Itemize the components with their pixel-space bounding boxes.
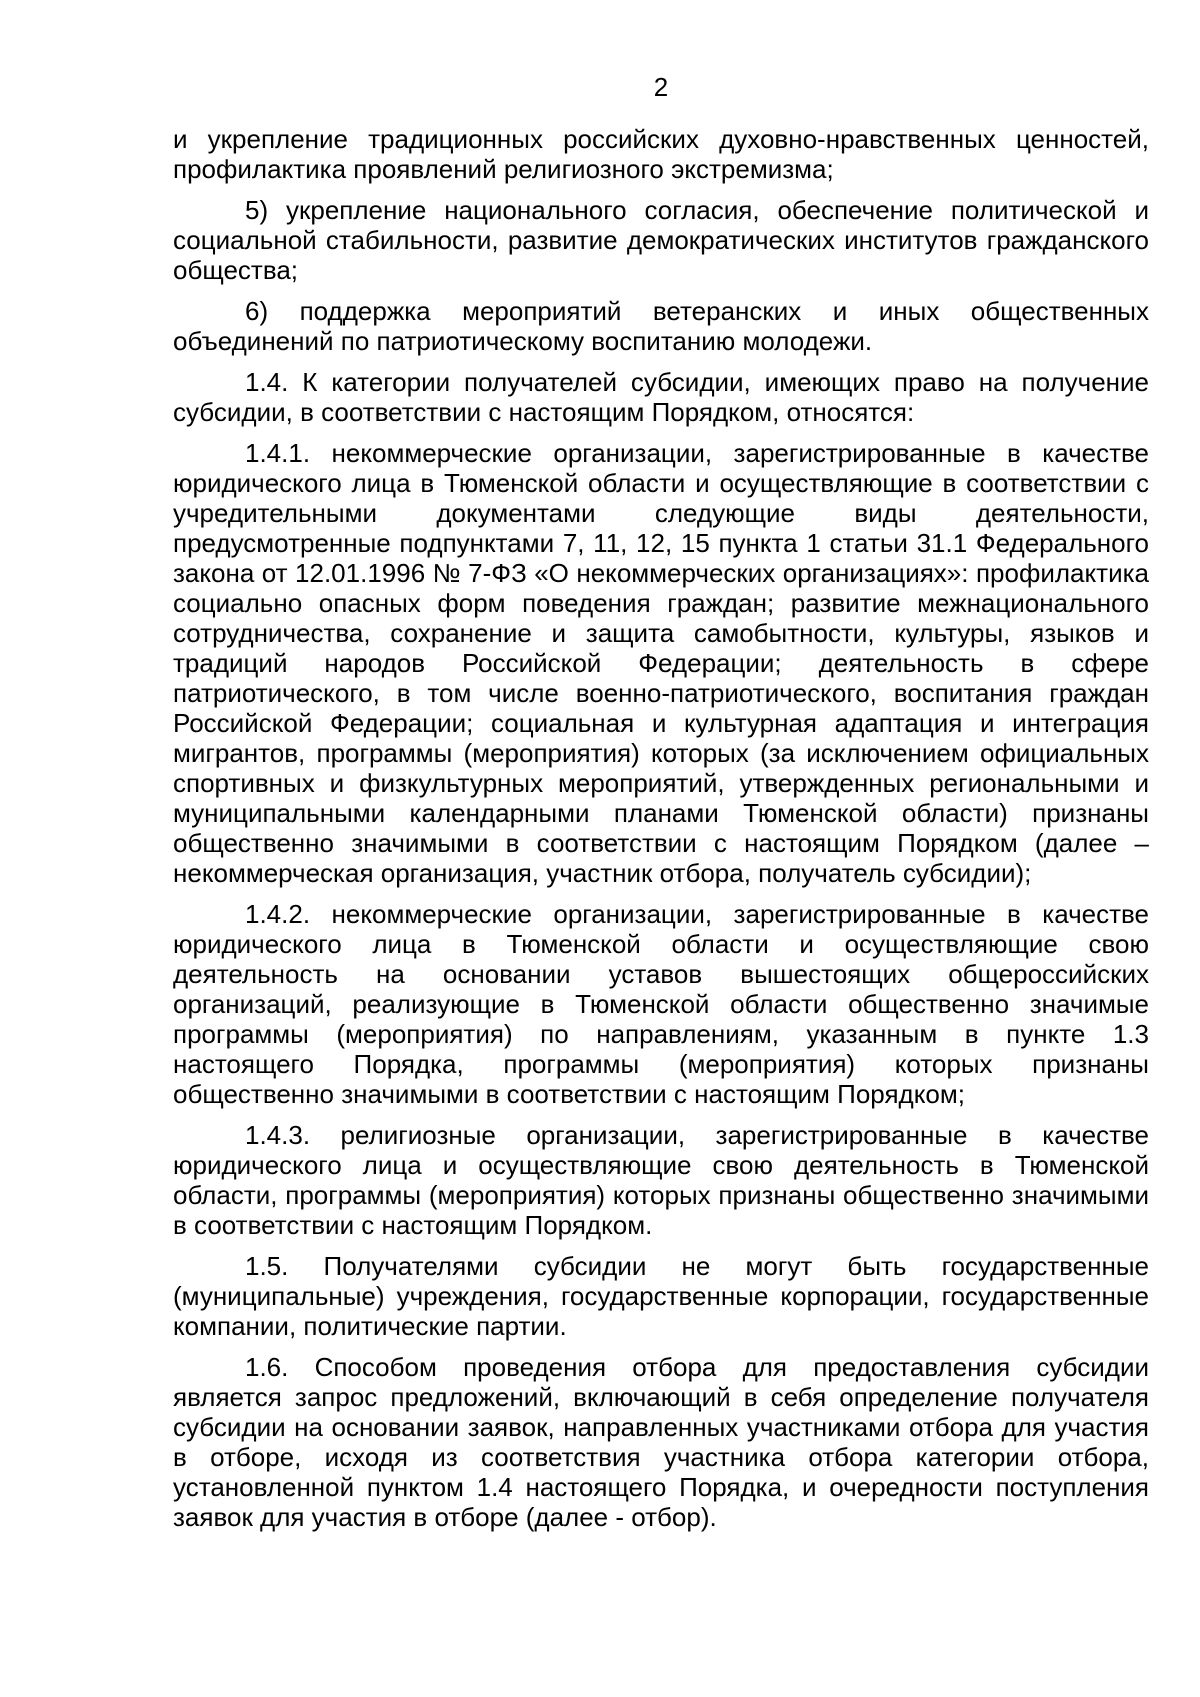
paragraph-1-4-3: 1.4.3. религиозные организации, зарегистрированные в качестве юридического лица и осуществляющие свою деятельность в Тюменской области, программы (мероприятия) которых признаны общественно значимыми в соответствии с настоящим Порядком. [173, 1120, 1149, 1240]
page-number: 2 [653, 72, 669, 102]
paragraph-continuation: и укрепление традиционных российских духовно-нравственных ценностей, профилактика проявлений религиозного экстремизма; [173, 124, 1149, 184]
paragraph-item-6: 6) поддержка мероприятий ветеранских и иных общественных объединений по патриотическому воспитанию молодежи. [173, 296, 1149, 356]
paragraph-item-5: 5) укрепление национального согласия, обеспечение политической и социальной стабильности, развитие демократических институтов гражданского общества; [173, 195, 1149, 285]
paragraph-1-5: 1.5. Получателями субсидии не могут быть государственные (муниципальные) учреждения, государственные корпорации, государственные компании, политические партии. [173, 1251, 1149, 1341]
paragraph-1-4-2: 1.4.2. некоммерческие организации, зарегистрированные в качестве юридического лица в Тюменской области и осуществляющие свою деятельность на основании уставов вышестоящих общероссийских организаций, реализующие в Тюменской области общественно значимые программы (мероприятия) по направлениям, указанным в пункте 1.3 настоящего Порядка, программы (мероприятия) которых признаны общественно значимыми в соответствии с настоящим Порядком; [173, 899, 1149, 1109]
paragraph-1-6: 1.6. Способом проведения отбора для предоставления субсидии является запрос предложений, включающий в себя определение получателя субсидии на основании заявок, направленных участниками отбора для участия в отборе, исходя из соответствия участника отбора категории отбора, установленной пунктом 1.4 настоящего Порядка, и очередности поступления заявок для участия в отборе (далее - отбор). [173, 1352, 1149, 1532]
paragraph-1-4: 1.4. К категории получателей субсидии, имеющих право на получение субсидии, в соответствии с настоящим Порядком, относятся: [173, 367, 1149, 427]
paragraph-1-4-1: 1.4.1. некоммерческие организации, зарегистрированные в качестве юридического лица в Тюменской области и осуществляющие в соответствии с учредительными документами следующие виды деятельности, предусмотренные подпунктами 7, 11, 12, 15 пункта 1 статьи 31.1 Федерального закона от 12.01.1996 № 7-ФЗ «О некоммерческих организациях»: профилактика социально опасных форм поведения граждан; развитие межнационального сотрудничества, сохранение и защита самобытности, культуры, языков и традиций народов Российской Федерации; деятельность в сфере патриотического, в том числе военно-патриотического, воспитания граждан Российской Федерации; социальная и культурная адаптация и интеграция мигрантов, программы (мероприятия) которых (за исключением официальных спортивных и физкультурных мероприятий, утвержденных региональными и муниципальными календарными планами Тюменской области) признаны общественно значимыми в соответствии с настоящим Порядком (далее – некоммерческая организация, участник отбора, получатель субсидии); [173, 438, 1149, 888]
document-body [173, 60, 1149, 1543]
